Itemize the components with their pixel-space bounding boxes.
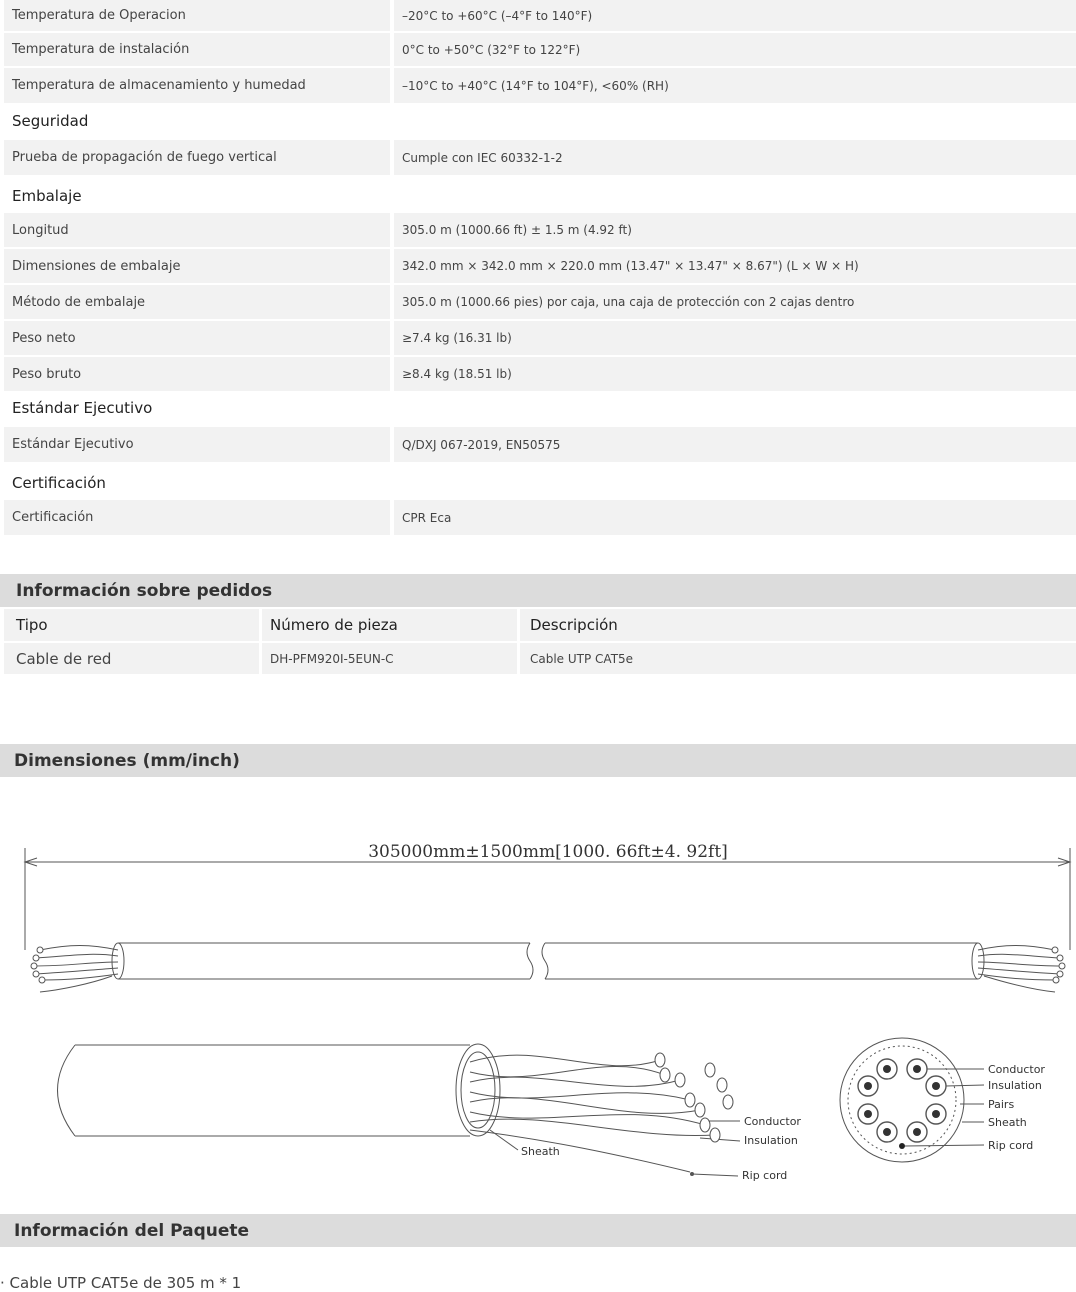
spec-row [4,285,1076,319]
spec-value: 305.0 m (1000.66 ft) ± 1.5 m (4.92 ft) [394,213,1076,247]
spec-label: Estándar Ejecutivo [4,427,390,462]
spec-row [4,321,1076,355]
ordering-cell-type: Cable de red [4,643,259,674]
package-header-band [0,1214,1076,1247]
section-title-estandar: Estándar Ejecutivo [12,399,153,417]
spec-value: –20°C to +60°C (–4°F to 140°F) [394,0,1076,31]
side-label-sheath: Sheath [521,1145,560,1158]
spec-value: 0°C to +50°C (32°F to 122°F) [394,33,1076,66]
spec-row [4,68,1076,103]
spec-row [4,357,1076,391]
side-label-rip-cord: Rip cord [742,1169,788,1182]
side-label-conductor: Conductor [744,1115,801,1128]
spec-label: Dimensiones de embalaje [4,249,390,283]
spec-value: –10°C to +40°C (14°F to 104°F), <60% (RH) [394,68,1076,103]
spec-value: CPR Eca [394,500,1076,535]
spec-value: Q/DXJ 067-2019, EN50575 [394,427,1076,462]
cross-label-conductor: Conductor [988,1063,1045,1076]
spec-label: Longitud [4,213,390,247]
spec-value: ≥8.4 kg (18.51 lb) [394,357,1076,391]
spec-label: Temperatura de almacenamiento y humedad [4,68,390,103]
spec-label: Peso neto [4,321,390,355]
spec-row [4,249,1076,283]
cross-section-conductors [858,1059,946,1149]
ordering-col-header: Descripción [520,609,1076,641]
spec-row [4,33,1076,66]
package-item: · Cable UTP CAT5e de 305 m * 1 [0,1274,242,1292]
length-dimension-label: 305000mm±1500mm[1000. 66ft±4. 92ft] [368,842,728,862]
cross-label-insulation: Insulation [988,1079,1042,1092]
section-title-seguridad: Seguridad [12,112,89,130]
section-title-embalaje: Embalaje [12,187,82,205]
cross-label-sheath: Sheath [988,1116,1027,1129]
ordering-header-band [0,574,1076,607]
spec-value: 342.0 mm × 342.0 mm × 220.0 mm (13.47" × 13.47" × 8.67") (L × W × H) [394,249,1076,283]
ordering-col-header: Tipo [4,609,259,641]
spec-label: Peso bruto [4,357,390,391]
dimensions-title: Dimensiones (mm/inch) [14,750,240,771]
spec-row [4,427,1076,462]
section-title-certificacion: Certificación [12,474,106,492]
cross-label-pairs: Pairs [988,1098,1015,1111]
side-label-insulation: Insulation [744,1134,798,1147]
ordering-cell-desc: Cable UTP CAT5e [520,643,1076,674]
cable-dimension-drawing [0,780,1076,1210]
spec-label: Temperatura de instalación [4,33,390,66]
spec-row [4,213,1076,247]
spec-value: ≥7.4 kg (16.31 lb) [394,321,1076,355]
spec-value: 305.0 m (1000.66 pies) por caja, una caja de protección con 2 cajas dentro [394,285,1076,319]
spec-value: Cumple con IEC 60332-1-2 [394,140,1076,175]
spec-label: Temperatura de Operacion [4,0,390,31]
ordering-col-header: Número de pieza [262,609,517,641]
spec-row [4,0,1076,31]
spec-row [4,500,1076,535]
ordering-cell-part: DH-PFM920I-5EUN-C [262,643,517,674]
ordering-title: Información sobre pedidos [16,580,273,601]
dimensions-header-band [0,744,1076,777]
spec-label: Certificación [4,500,390,535]
cross-label-rip-cord: Rip cord [988,1139,1034,1152]
spec-row [4,140,1076,175]
spec-label: Prueba de propagación de fuego vertical [4,140,390,175]
spec-label: Método de embalaje [4,285,390,319]
package-title: Información del Paquete [14,1220,250,1241]
